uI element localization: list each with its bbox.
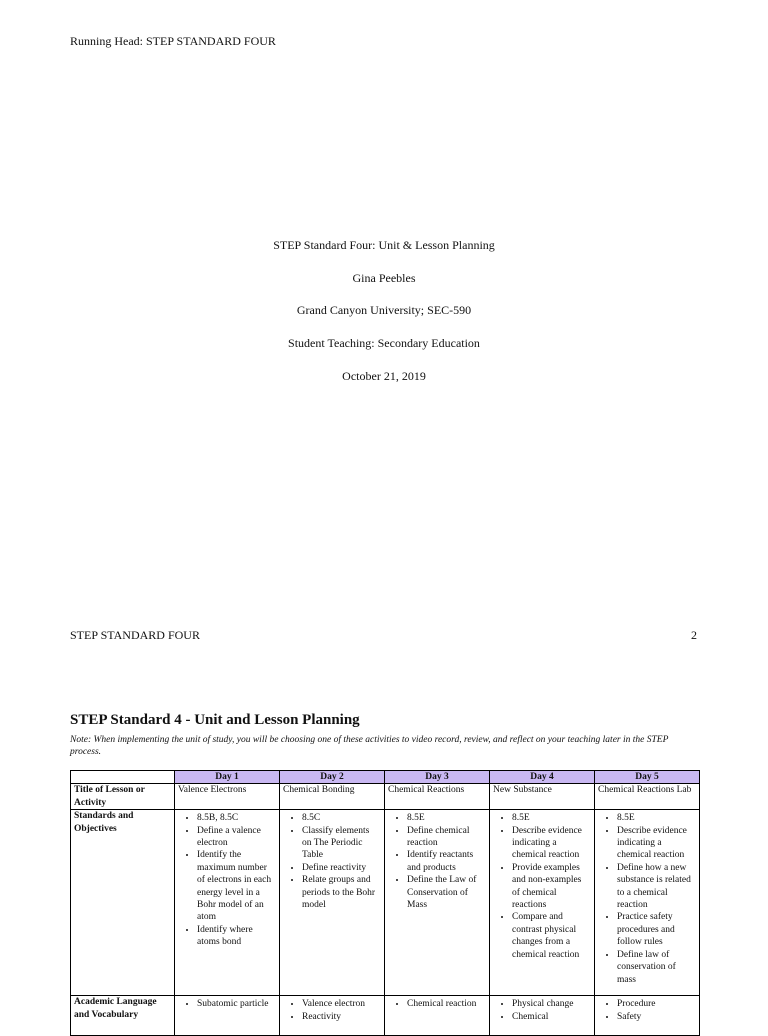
table-header-row [71,771,700,784]
bullet-list [493,812,591,961]
row-label-academic: Academic Language and Vocabulary [71,996,175,1036]
title-cell-day-2: Chemical Bonding [280,784,385,810]
row-label-standards: Standards and Objectives [71,810,175,996]
bullet-list [283,812,381,911]
list-item: • Describe evidence indicating a chemical reaction [617,825,696,862]
day-5-header: Day 5 [595,771,700,784]
academic-cell-day-2 [280,996,385,1036]
page-header: STEP STANDARD FOUR [70,628,200,642]
day-1-header: Day 1 [175,771,280,784]
title-cell-day-5: Chemical Reactions Lab [595,784,700,810]
academic-cell-day-5 [595,996,700,1036]
day-3-header: Day 3 [385,771,490,784]
list-item: • Practice safety procedures and follow rules [617,911,696,948]
standards-cell-day-5 [595,810,700,996]
course-line: Student Teaching: Secondary Education [288,336,480,350]
page-number: 2 [691,628,697,642]
header-corner-cell [71,771,175,784]
list-item: • 8.5B, 8.5C [197,812,276,824]
list-item: • 8.5C [302,812,381,824]
list-item: • Identify where atoms bond [197,924,276,949]
list-item: • 8.5E [512,812,591,824]
list-item: • 8.5E [407,812,486,824]
list-item: • Describe evidence indicating a chemical reaction [512,825,591,862]
date-line: October 21, 2019 [342,369,426,383]
standards-cell-day-3 [385,810,490,996]
bullet-list [388,998,486,1010]
academic-cell-day-4 [490,996,595,1036]
list-item: • Valence electron [302,998,381,1010]
list-item: • Identify the maximum number of electrons in each energy level in a Bohr model of an atom [197,849,276,923]
list-item: • Chemical [512,1011,591,1023]
bullet-list [598,998,696,1023]
academic-cell-day-3 [385,996,490,1036]
day-2-header: Day 2 [280,771,385,784]
running-head: Running Head: STEP STANDARD FOUR [70,34,276,48]
title-cell-day-4: New Substance [490,784,595,810]
bullet-list [178,998,276,1010]
lesson-plan-table [70,770,700,1036]
list-item: • Procedure [617,998,696,1010]
day-4-header: Day 4 [490,771,595,784]
document-title: STEP Standard Four: Unit & Lesson Planning [273,238,495,252]
standards-cell-day-1 [175,810,280,996]
bullet-list [598,812,696,986]
list-item: • Identify reactants and products [407,849,486,874]
list-item: • Define chemical reaction [407,825,486,850]
row-label-title: Title of Lesson or Activity [71,784,175,810]
note-text: Note: When implementing the unit of study, you will be choosing one of these activities to video record, review, and reflect on your teaching later in the STEP process. [70,735,669,757]
section-title: STEP Standard 4 - Unit and Lesson Planning [70,712,360,728]
list-item: • Define a valence electron [197,825,276,850]
table-row [71,810,700,996]
standards-cell-day-4 [490,810,595,996]
table-row [71,996,700,1036]
list-item: • Relate groups and periods to the Bohr model [302,874,381,911]
university-line: Grand Canyon University; SEC-590 [296,303,472,317]
title-cell-day-3: Chemical Reactions [385,784,490,810]
list-item: • Safety [617,1011,696,1023]
table-row [71,784,700,810]
list-item: • Define how a new substance is related to a chemical reaction [617,862,696,912]
list-item: • Compare and contrast physical changes from a chemical reaction [512,911,591,961]
list-item: • Classify elements on The Periodic Table [302,825,381,862]
bullet-list [493,998,591,1023]
list-item: • Chemical reaction [407,998,486,1010]
bullet-list [178,812,276,948]
bullet-list [283,998,381,1023]
title-cell-day-1: Valence Electrons [175,784,280,810]
list-item: • Define reactivity [302,862,381,874]
list-item: • Define the Law of Conservation of Mass [407,874,486,911]
list-item: • Reactivity [302,1011,381,1023]
list-item: • Define law of conservation of mass [617,949,696,986]
academic-cell-day-1 [175,996,280,1036]
list-item: • Subatomic particle [197,998,276,1010]
standards-cell-day-2 [280,810,385,996]
author-name: Gina Peebles [352,271,416,285]
list-item: • 8.5E [617,812,696,824]
list-item: • Provide examples and non-examples of chemical reactions [512,862,591,912]
list-item: • Physical change [512,998,591,1010]
bullet-list [388,812,486,911]
